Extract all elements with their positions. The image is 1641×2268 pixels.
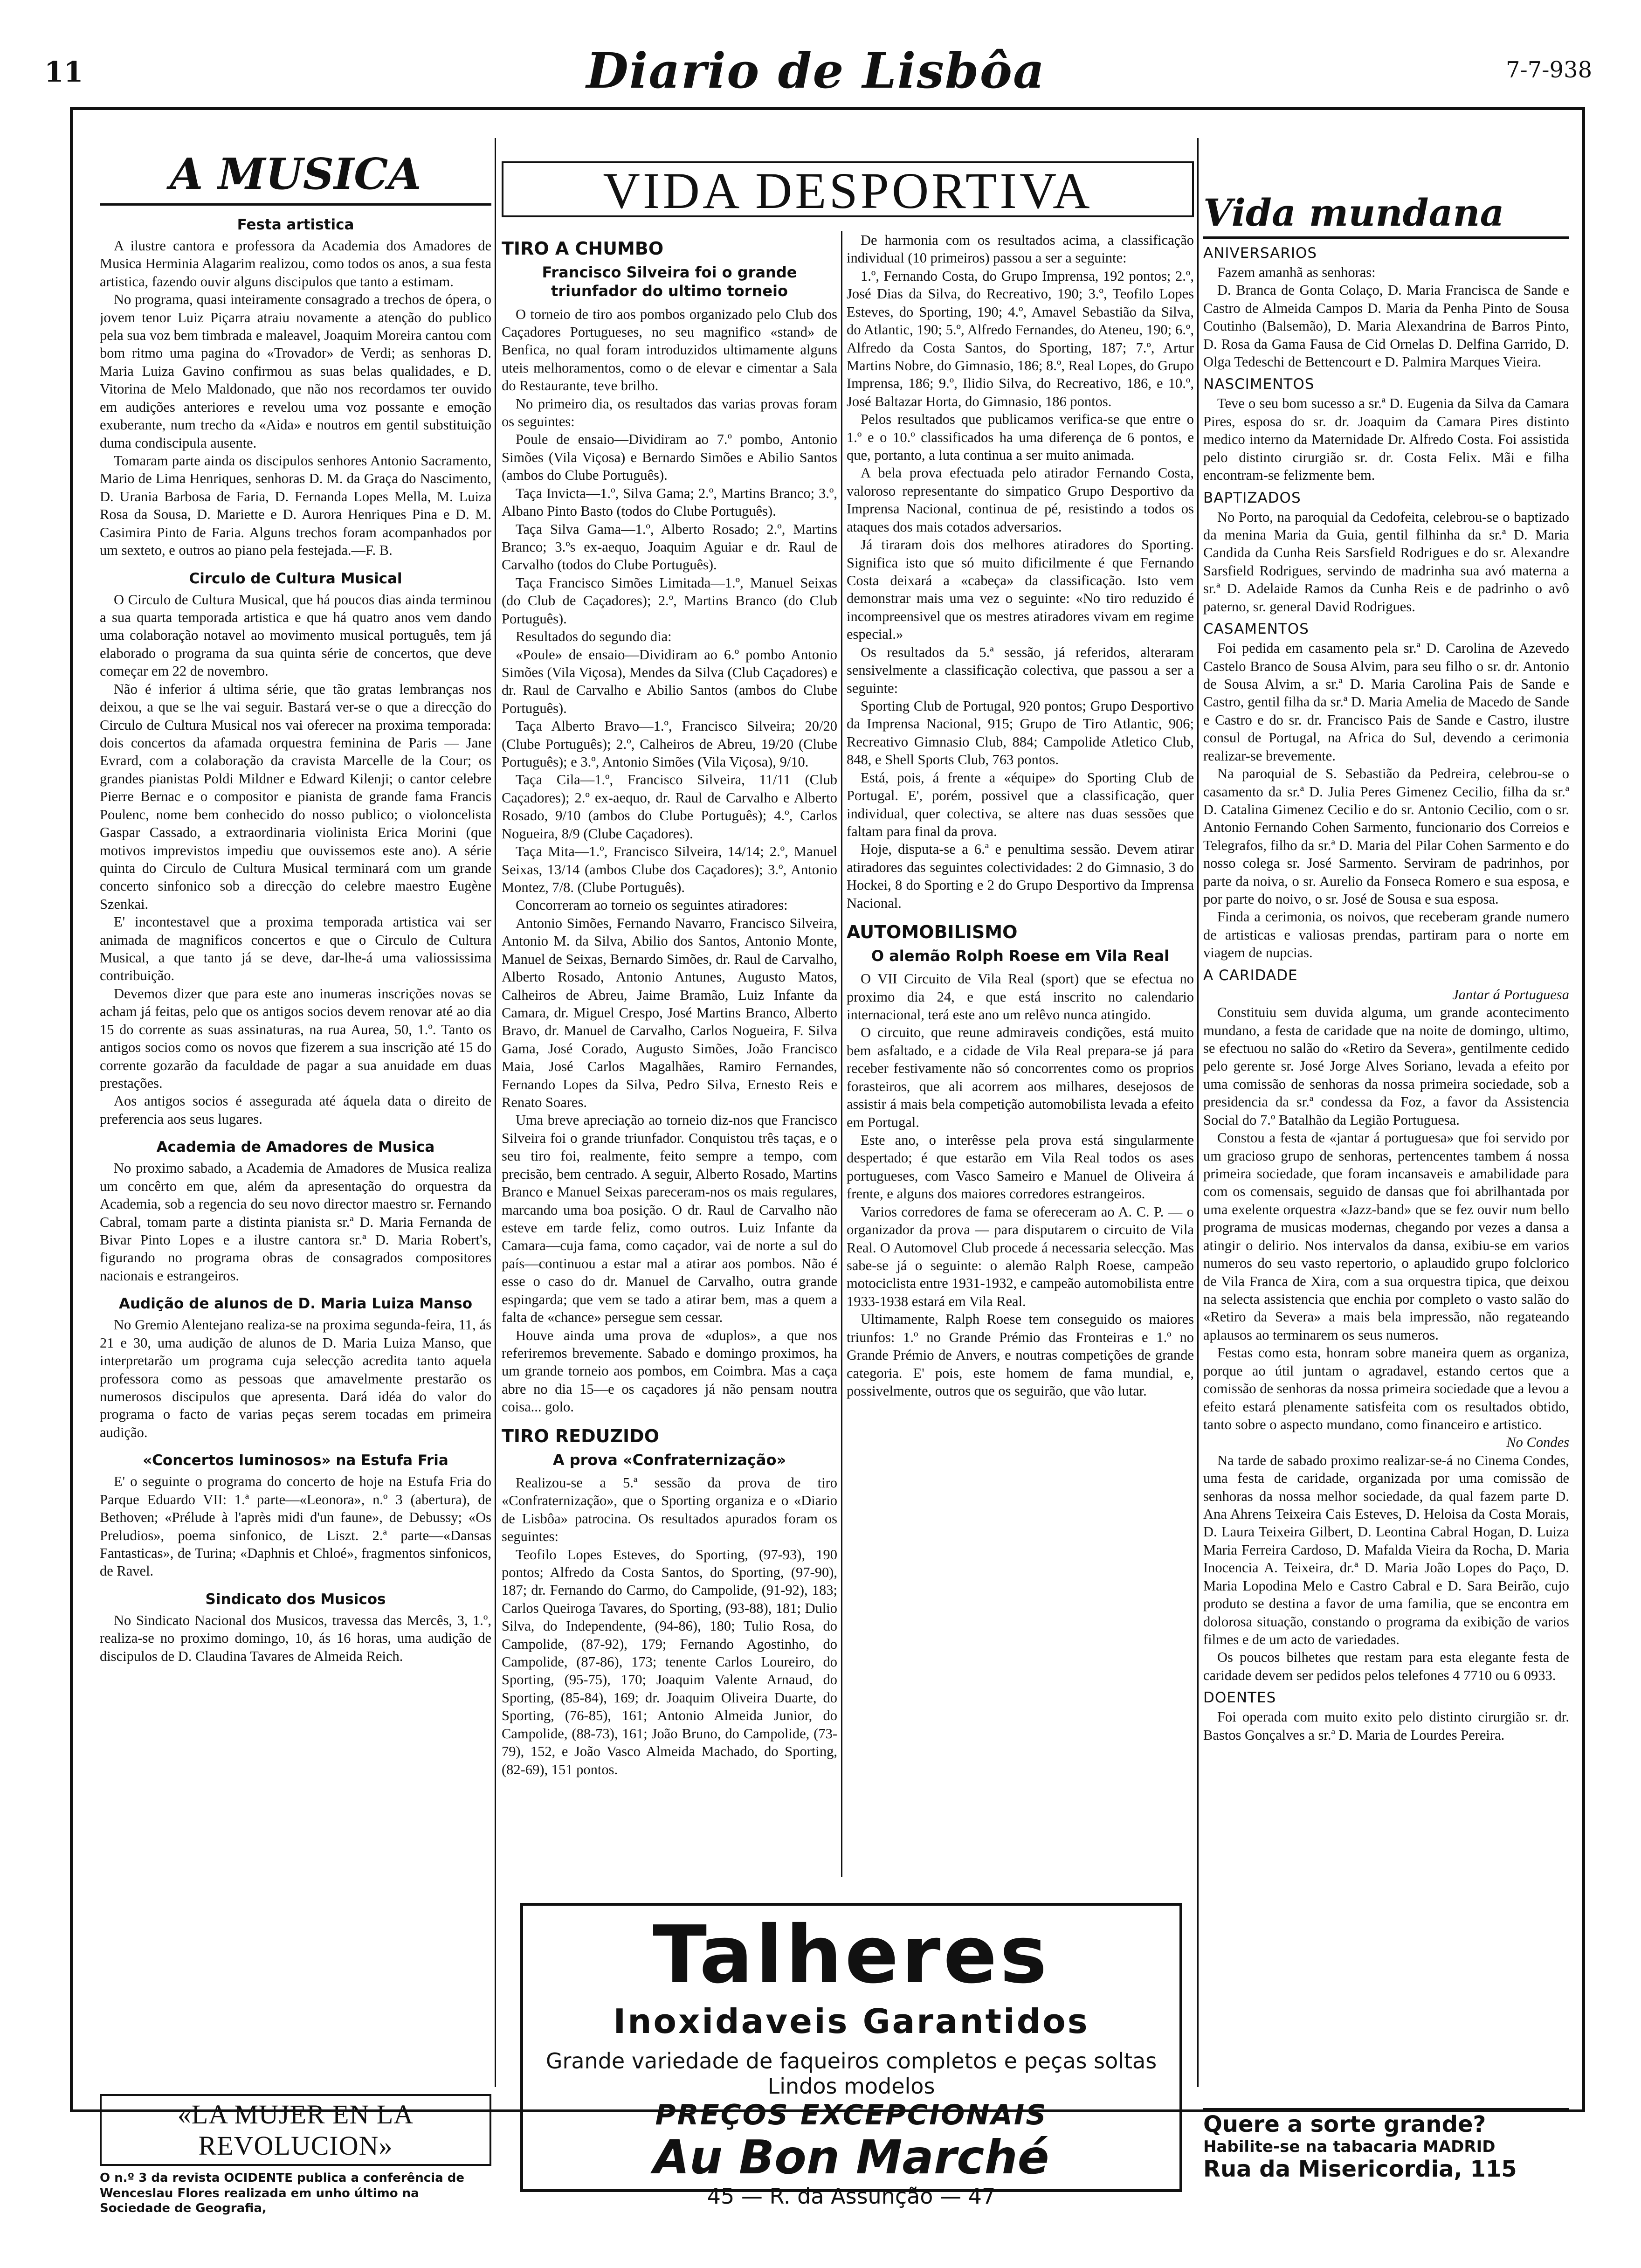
paragraph: D. Branca de Gonta Colaço, D. Maria Francisca de Sande e Castro de Almeida Campos D. Maria da Penha Pinto de Sousa Coutinho (Balsemão), D. Maria Alexandrina de Barros Pinto, D. Rosa da Gama Fausa de Cid Ornelas D. Delfina Garrido, D. Olga Tedeschi de Bettencourt e D. Palmira Marques Vieira. (1203, 282, 1569, 370)
paragraph: Antonio Simões, Fernando Navarro, Francisco Silveira, Antonio M. da Silva, Abilio dos Santos, Antonio Monte, Manuel de Seixas, Bernardo Simões, dr. Raul de Carvalho, Alberto Rosado, Antonio Antunes, Augusto Matos, Calheiros de Abreu, Jaime Bramão, Luiz Infante da Camara, dr. Miguel Crespo, José Martins Branco, Alberto Bravo, dr. Manuel de Carvalho, Carlos Nogueira, F. Silva Gama, José Corado, Augusto Simões, João Francisco Maia, José Carlos Magalhães, Ramiro Fernandes, Fernando Lopes da Silva, Pedro Silva, Ernesto Reis e Renato Soares. (502, 915, 837, 1111)
desportiva-title: VIDA DESPORTIVA (502, 161, 1194, 217)
column-rule (495, 138, 496, 2087)
sorte-question: Quere a sorte grande? (1203, 2108, 1569, 2137)
musica-section-heading: Academia de Amadores de Musica (156, 1139, 435, 1156)
paragraph: Aos antigos socios é assegurada até áquela data o direito de preferencia aos seus lugares. (100, 1093, 491, 1127)
paragraph: O torneio de tiro aos pombos organizado pelo Club dos Caçadores Portugueses, no seu magnifico «stand» de Benfica, no qual foram introduzidos ultimamente alguns uteis melhoramentos, como o de elevar e cimentar a Sala do Restaurante, teve brilho. (502, 306, 837, 394)
paragraph: Taça Cila—1.º, Francisco Silveira, 11/11 (Club Caçadores); 2.º ex-aequo, dr. Raul de Carvalho e Alberto Rosado, 9/10 (ambos do Clube Português); 4.º, Carlos Nogueira, 8/9 (Clube Caçadores). (502, 772, 837, 842)
paragraph: De harmonia com os resultados acima, a classificação individual (10 primeiros) passou a ser a seguinte: (847, 232, 1194, 266)
paragraph: Na tarde de sabado proximo realizar-se-á no Cinema Condes, uma festa de caridade, organizada por uma comissão de senhoras da nossa melhor sociedade, da qual fazem parte D. Ana Ahrens Teixeira Cais Esteves, D. Heloisa da Costa Morais, D. Laura Teixeira Gilbert, D. Leontina Cabral Hogan, D. Luiza Maria Ferreira Cardoso, D. Mafalda Vieira da Rocha, D. Maria Inocencia A. Teixeira, dr.ª D. Maria João Lopes do Paço, D. Maria Lopodina Melo e Castro Cabral e D. Sara Beirão, cujo produto se destina a favor de uma familia, que se encontra em dolorosa situação, constando o programa da exibição de varios filmes e de um acto de variedades. (1203, 1452, 1569, 1647)
paragraph: Constou a festa de «jantar á portuguesa» que foi servido por um gracioso grupo de senhoras, pertencentes tambem á nossa primeira sociedade, que foram incansaveis e amabilidade para com os comensais, seguido de dansas que foi abrilhantada por uma exelente orquestra «Jazz-band» que se fez ouvir num bello programa de musicas modernas, chegando por vezes a dansa a atingir o delirio. Nos intervalos da dansa, exibiu-se em varios numeros do seu vasto repertorio, o aplaudido grupo folclorico de Vila Franca de Xira, com a sua orquestra tipica, que deixou na selecta assistencia que enchia por completo o vasto salão do «Retiro da Severa» a mais bela impressão, não regateando aplausos ao terminarem os seus numeros. (1203, 1130, 1569, 1343)
advert-prices: PREÇOS EXCEPCIONAIS (655, 2099, 1048, 2131)
advert-store: Au Bon Marché (653, 2130, 1049, 2185)
musica-sections (100, 216, 491, 1665)
mundana-section-heading: CASAMENTOS (1203, 621, 1309, 638)
paragraph: E' o seguinte o programa do concerto de hoje na Estufa Fria do Parque Eduardo VII: 1.ª parte—«Leonora», n.º 3 (abertura), de Bethoven; «Prélude à l'après midi d'un faune», de Debussy; «Os Preludios», poema sinfonico, de Liszt. 2.ª parte—«Dansas Fantasticas», de Turina; «Daphnis et Chloé», fragmentos sinfonicos, de Ravel. (100, 1473, 491, 1579)
paragraph: Os poucos bilhetes que restam para esta elegante festa de caridade devem ser pedidos pelos telefones 4 7710 ou 6 0933. (1203, 1649, 1569, 1683)
paragraph: O VII Circuito de Vila Real (sport) que se efectua no proximo dia 24, e que está inscrito no calendario internacional, terá este ano um relêvo nunca atingido. (847, 971, 1194, 1023)
mujer-body: O n.º 3 da revista OCIDENTE publica a conferência de Wenceslau Flores realizada em unho último na Sociedade de Geografia, (100, 2171, 464, 2215)
paragraph: Não é inferior á ultima série, que tão gratas lembranças nos deixou, a que se lhe vai seguir. Bastará ver-se o que a direcção do Circulo de Cultura Musical nos vai oferecer na proxima temporada: dois concertos da afamada orquestra feminina de Paris — Jane Evrard, com a colaboração da cravista Marcelle de la Cour; os grandes pianistas Poldi Mildner e Edward Kilenji; o cantor celebre Pierre Bernac e o compositor e pianista de grande fama Francis Poulenc, nome bem conhecido do nosso publico; o violoncelista Gaspar Cassado, a extraordinaria violinista Erica Morini (que motivos imprevistos impediu que ouvissemos este ano). A série quinta do Circulo de Cultura Musical terminará com um grande concerto sinfonico sob a direcção do celebre maestro Eugène Szenkai. (100, 681, 491, 912)
musica-section-heading: «Concertos luminosos» na Estufa Fria (143, 1452, 448, 1469)
musica-column (100, 147, 491, 2078)
mundana-sections (1203, 244, 1569, 1744)
mundana-section-heading: NASCIMENTOS (1203, 376, 1315, 393)
mundana-section-heading: DOENTES (1203, 1689, 1276, 1707)
mundana-subheading: No Condes (1506, 1434, 1569, 1451)
paragraph: Teve o seu bom sucesso a sr.ª D. Eugenia da Silva da Camara Pires, esposa do sr. dr. Joaquim da Camara Pires distinto medico interno da Maternidade Dr. Alfredo Costa. Foi assistida pelo distinto cirurgião sr. dr. Costa Felix. Mãi e filha encontram-se felizmente bem. (1203, 395, 1569, 484)
tiro-reduzido-heading: TIRO REDUZIDO (502, 1425, 660, 1446)
automobilismo-subhead: O alemão Rolph Roese em Vila Real (871, 947, 1170, 965)
paragraph: Varios corredores de fama se ofereceram ao A. C. P. — o organizador da prova — para disputarem o circuito de Vila Real. O Automovel Club procede á necessaria selecção. Mas sabe-se já o seguinte: o alemão Ralph Roese, campeão motociclista entre 1931-1932, e campeão automobilista entre 1933-1938 estará em Vila Real. (847, 1203, 1194, 1309)
advert-variety: Grande variedade de faqueiros completos e peças soltas (545, 2048, 1157, 2074)
paragraph: No proximo sabado, a Academia de Amadores de Musica realiza um concêrto em que, além da apresentação do orquestra da Academia, sob a regencia do seu novo director maestro sr. Fernando Cabral, tomam parte a distinta pianista sr.ª D. Maria Fernanda de Bivar Pinto Lopes e a ilustre cantora sr.ª D. Maria Robert's, figurando no programa obras de consagrados compositores nacionais e estrangeiros. (100, 1160, 491, 1284)
musica-section-heading: Circulo de Cultura Musical (189, 570, 402, 587)
paragraph: Sporting Club de Portugal, 920 pontos; Grupo Desportivo da Imprensa Nacional, 915; Grupo de Tiro Atlantic, 906; Recreativo Gimnasio Club, 884; Campolide Atletico Club, 848, e Shell Sports Club, 763 pontos. (847, 698, 1194, 768)
sorte-notice (1203, 2108, 1569, 2182)
paragraph: Na paroquial de S. Sebastião da Pedreira, celebrou-se o casamento da sr.ª D. Julia Peres Gimenez Cecilio, filha da sr.ª D. Catalina Gimenez Cecilio e do sr. Antonio Cecilio, com o sr. Antonio Fernando Cohen Sarmento, funcionario dos Correios e Telegrafos, filho da sr.ª D. Maria del Pilar Cohen Sarmento e do nosso colega sr. José Sarmento. Serviram de padrinhos, por parte da noiva, o sr. Aurelio da Fonseca Romero e sua esposa, e por parte do noivo, o sr. José de Sousa e sua esposa. (1203, 766, 1569, 907)
automobilismo-text (847, 970, 1194, 1400)
mujer-notice (100, 2094, 491, 2216)
paragraph: A ilustre cantora e professora da Academia dos Amadores de Musica Herminia Alagarim realizou, como todos os anos, a sua festa artistica, fazendo ouvir alguns discipulos que tanto a estimam. (100, 237, 491, 290)
automobilismo-heading: AUTOMOBILISMO (847, 922, 1018, 943)
desportiva-column-left (502, 231, 837, 1877)
paragraph: No programa, quasi inteiramente consagrado a trechos de ópera, o jovem tenor Luiz Piçarra atraiu novamente a atenção do publico pela sua voz bem timbrada e maleavel, Joaquim Moreira cantou com bom ritmo uma pagina do «Trovador» de Verdi; as senhoras D. Maria Luiza Gavino confirmou as suas belas qualidades, e D. Vitorina de Melo Maldonado, que não nos recordamos ter ouvido em audições anteriores e revelou uma voz possante e emoção exuberante, num trecho da «Aida» e noutros em gentil substituição duma condiscipula ausente. (100, 291, 491, 451)
talheres-advert (520, 1903, 1182, 2209)
paragraph: E' incontestavel que a proxima temporada artistica vai ser animada de magnificos concertos e que o Circulo de Cultura Musical, a que tanto já se deve, dar-lhe-á uma valiossissima contribuição. (100, 914, 491, 984)
paragraph: Resultados do segundo dia: (516, 629, 672, 645)
paragraph: Foi pedida em casamento pela sr.ª D. Carolina de Azevedo Castelo Branco de Sousa Alvim, para seu filho o sr. dr. Antonio de Sousa Alvim, a sr.ª D. Maria Carolina Pais de Sande e Castro, gentil filha da sr.ª D. Maria Amelia de Macedo de Sande e Castro e do sr. dr. Francisco Pais de Sande e Castro, ilustre consul de Portugal, na Africa do Sul, devendo a cerimonia realizar-se brevemente. (1203, 640, 1569, 764)
desportiva-column-right (847, 231, 1194, 1877)
paragraph: Está, pois, á frente a «équipe» do Sporting Club de Portugal. E', porém, possivel que a classificação, quer individual, quer colectiva, se altere nas duas sessões que faltam para final da prova. (847, 769, 1194, 839)
musica-title: A MUSICA (100, 147, 491, 206)
paragraph: Taça Francisco Simões Limitada—1.º, Manuel Seixas (do Club de Caçadores); 2.º, Martins Branco (do Club Português). (502, 574, 837, 627)
paragraph: No primeiro dia, os resultados das varias provas foram os seguintes: (502, 395, 837, 430)
tiro-reduzido-subhead: A prova «Confraternização» (552, 1451, 786, 1469)
paragraph: Fazem amanhã as senhoras: (1217, 264, 1376, 280)
advert-models: Lindos modelos (767, 2074, 935, 2099)
musica-section-heading: Festa artistica (237, 216, 354, 233)
paragraph: Ultimamente, Ralph Roese tem conseguido os maiores triunfos: 1.º no Grande Prémio das Fronteiras e 1.º no Grande Prémio de Anvers, e noutras competições de grande categoria. E' pois, este homem de fama mundial, e, possivelmente, outros que os seguirão, que vão lutar. (847, 1311, 1194, 1399)
mundana-section-heading: ANIVERSARIOS (1203, 244, 1317, 262)
issue-date: 7-7-938 (1506, 57, 1593, 83)
advert-subheadline: Inoxidaveis Garantidos (613, 2002, 1089, 2041)
paragraph: Concorreram ao torneio os seguintes atiradores: (516, 897, 788, 913)
paragraph: No Gremio Alentejano realiza-se na proxima segunda-feira, 11, ás 21 e 30, uma audição de alunos de D. Maria Luiza Manso, que interpretarão um programa cuja selecção acredita tanto aquela professora como as pessoas que amavelmente prestarão os numerosos discipulos que apresenta. Dará idéa do valor do programa o facto de varias peças serem tocadas em primeira audição. (100, 1317, 491, 1440)
mundana-title: Vida mundana (1203, 189, 1569, 239)
advert-address: 45 — R. da Assunção — 47 (707, 2184, 996, 2209)
paragraph: O Circulo de Cultura Musical, que há poucos dias ainda terminou a sua quarta temporada artistica e que há quatro anos vem dando uma colaboração notavel ao movimento musical português, tem já elaborado o programa da sua quinta série de concertos, que deve começar em 22 de novembro. (100, 591, 491, 679)
paragraph: Tomaram parte ainda os discipulos senhores Antonio Sacramento, Mario de Lima Henriques, senhoras D. M. da Graça do Nascimento, D. Urania Barbosa de Faria, D. Fernanda Lopes Mella, M. Luiza Rosa da Sousa, D. Mariette e D. Aurora Henriques Pina e D. M. Casimira Pinto de Faria. Alguns trechos foram acompanhados por um sexteto, e outros ao piano pela festejada.—F. B. (100, 453, 491, 559)
paragraph: Taça Mita—1.º, Francisco Silveira, 14/14; 2.º, Manuel Seixas, 13/14 (ambos Clube dos Caçadores); 3.º, Antonio Montez, 7/8. (Clube Português). (502, 844, 837, 895)
paragraph: «Poule» de ensaio—Dividiram ao 6.º pombo Antonio Simões (Vila Viçosa), Mendes da Silva (Club Caçadores) e dr. Raul de Carvalho e Abilio Santos (ambos do Clube Português). (502, 646, 837, 716)
tiro-reduzido-continued (847, 231, 1194, 912)
paragraph: Taça Invicta—1.º, Silva Gama; 2.º, Martins Branco; 3.º, Albano Pinto Basto (todos do Clube Português). (502, 485, 837, 519)
advert-headline: Talheres (653, 1909, 1050, 2001)
paragraph: Hoje, disputa-se a 6.ª e penultima sessão. Devem atirar atiradores das seguintes colectividades: 2 do Gimnasio, 3 do Hockei, 8 do Sporting e 2 do Grupo Desportivo da Imprensa Nacional. (847, 841, 1194, 911)
paragraph: Realizou-se a 5.ª sessão da prova de tiro «Confraternização», que o Sporting organiza e o «Diario de Lisbôa» patrocina. Os resultados apurados foram os seguintes: (502, 1474, 837, 1545)
musica-section-heading: Audição de alunos de D. Maria Luiza Manso (119, 1295, 472, 1313)
paragraph: Os resultados da 5.ª sessão, já referidos, alteraram sensivelmente a classificação colectiva, que passou a ser a seguinte: (847, 644, 1194, 696)
tiro-chumbo-heading: TIRO A CHUMBO (502, 238, 664, 259)
paragraph: Taça Alberto Bravo—1.º, Francisco Silveira; 20/20 (Clube Português); 2.º, Calheiros de Abreu, 19/20 (Clube Português); e 3.º, Antonio Simões (Vila Viçosa), 9/10. (502, 718, 837, 770)
paragraph: Pelos resultados que publicamos verifica-se que entre o 1.º e o 10.º classificados ha uma diferença de 6 pontos, e que, portanto, a luta continua a ser muito animada. (847, 411, 1194, 463)
tiro-chumbo-text (502, 305, 837, 1416)
paragraph: Houve ainda uma prova de «duplos», a que nos referiremos brevemente. Sabado e domingo proximos, ha um grande torneio aos pombos, em Coimbra. Mas a caça abre no dia 15—e os caçadores já não pensam noutra coisa... golo. (502, 1327, 837, 1415)
sorte-address: Rua da Misericordia, 115 (1203, 2156, 1517, 2182)
paragraph: No Porto, na paroquial da Cedofeita, celebrou-se o baptizado da menina Maria da Guia, gentil filhinha da sr.ª D. Maria Candida da Cunha Reis Sarsfield Rodrigues e do sr. Alexandre Sarsfield Rodrigues, servindo de madrinha sua avó materna a sr.ª D. Adelaide Ramos da Cunha Reis e de padrinho o avô paterno, sr. general David Rodrigues. (1203, 509, 1569, 615)
paragraph: O circuito, que reune admiraveis condições, está muito bem asfaltado, e a cidade de Vila Real prepara-se já para receber festivamente não só concorrentes como os proprios forasteiros, que ali acorrem aos milhares, desejosos de assistir á mais bela competição automobilista levada a efeito em Portugal. (847, 1024, 1194, 1130)
paragraph: Finda a cerimonia, os noivos, que receberam grande numero de artisticas e valiosas prendas, partiram para o norte em viagem de nupcias. (1203, 909, 1569, 961)
mundana-subheading: Jantar á Portuguesa (1452, 986, 1569, 1003)
paragraph: 1.º, Fernando Costa, do Grupo Imprensa, 192 pontos; 2.º, José Dias da Silva, do Recreativo, 190; 3.º, Teofilo Lopes Esteves, do Sporting, 190; 4.º, Amavel Sebastião da Silva, do Atlantic, 190; 5.º, Alfredo Fernandes, do Ateneu, 190; 6.º, Alfredo da Costa Santos, do Sporting, 187; 7.º, Artur Martins Nobre, do Gimnasio, 186; 8.º, Real Lopes, do Grupo Imprensa, 186; 9.º, Ilidio Silva, do Recreativo, 186, e 10.º, José Baltazar Horta, do Gimnasio, 186 pontos. (847, 268, 1194, 409)
paragraph: A bela prova efectuada pelo atirador Fernando Costa, valoroso representante do simpatico Grupo Desportivo da Imprensa Nacional, continua de pé, resistindo a todos os ataques dos mais cotados adversarios. (847, 465, 1194, 535)
paragraph: Constituiu sem duvida alguma, um grande acontecimento mundano, a festa de caridade que na noite de domingo, ultimo, se efectuou no salão do «Retiro da Severa», gentilmente cedido pelo gerente sr. José Jorge Alves Soriano, levada a efeito por uma comissão de senhoras da nossa primeira sociedade, sob a presidencia da sr.ª condessa da Foz, a favor da Assistencia Social do 7.º Batalhão da Legião Portuguesa. (1203, 1004, 1569, 1128)
musica-section-heading: Sindicato dos Musicos (205, 1590, 386, 1608)
tiro-reduzido-text (502, 1474, 837, 1778)
paragraph: Uma breve apreciação ao torneio diz-nos que Francisco Silveira foi o grande triunfador. Conquistou três taças, e o seu tiro foi, realmente, feito sempre a tempo, com precisão, bem centrado. A seguir, Alberto Rosado, Martins Branco e Manuel Seixas pareceram-nos os mais regulares, marcando uma boa posição. O dr. Raul de Carvalho não esteve em tarde feliz, como outros. Luiz Infante da Camara—cuja fama, como caçador, vai de norte a sul do país—continuou a estar mal a atirar aos pombos. Não é esse o caso do dr. Manuel de Carvalho, outra grande espingarda; que vem se tado a atirar bem, mas a quem a falta de «chance» perseguе sem cessar. (502, 1112, 837, 1326)
mundana-section-heading: BAPTIZADOS (1203, 489, 1301, 506)
sorte-tabacaria: Habilite-se na tabacaria MADRID (1203, 2137, 1496, 2156)
mujer-title: «LA MUJER EN LA REVOLUCION» (100, 2094, 491, 2166)
paragraph: Devemos dizer que para este ano inumeras inscrições novas se acham já feitas, pelo que os antigos socios devem renovar até ao dia 15 do corrente as suas assinaturas, na rua Aurea, 50, 1.º. Tanto os antigos socios como os novos que fizerem a sua inscrição até 15 do corrente gozarão da faculdade de pagar a sua anuidade em duas prestações. (100, 985, 491, 1091)
mundana-column (1203, 189, 1569, 2078)
page-number: 11 (44, 56, 83, 89)
paragraph: No Sindicato Nacional dos Musicos, travessa das Mercês, 3, 1.º, realiza-se no proximo domingo, 10, ás 16 horas, uma audição de discipulos de D. Claudina Tavares de Almeida Reich. (100, 1612, 491, 1664)
paragraph: Já tiraram dois dos melhores atiradores do Sporting. Significa isto que só muito dificilmente é que Fernando Costa deixará a «cabeça» da classificação. Isto vem demonstrar mais uma vez o seguinte: «No tiro reduzido é incompreensivel que os mestres atiradores vivam em regime especial.» (847, 537, 1194, 643)
paragraph: Taça Silva Gama—1.º, Alberto Rosado; 2.º, Martins Branco; 3.ºs ex-aequo, Joaquim Aguiar e dr. Raul de Carvalho (todos do Clube Português). (502, 521, 837, 573)
masthead: Diario de Lisbôa (586, 42, 1046, 99)
paragraph: Teofilo Lopes Esteves, do Sporting, (97-93), 190 pontos; Alfredo da Costa Santos, do Sporting, (97-90), 187; dr. Fernando do Carmo, do Campolide, (91-92), 183; Carlos Queiroga Tavares, do Sporting, (93-88), 181; Dulio Silva, do Independente, (94-86), 180; Tulio Rosa, do Campolide, (87-92), 179; Fernando Agostinho, do Campolide, (87-86), 173; tenente Carlos Loureiro, do Sporting, (95-75), 170; Joaquim Valente Arnaud, do Sporting, (85-84), 169; dr. Joaquim Oliveira Duarte, do Sporting, (76-85), 161; Antonio Almeida Junior, do Campolide, (88-73), 161; João Bruno, do Campolide, (73-79), 152, e João Vasco Almeida Machado, do Sporting, (82-69), 151 pontos. (502, 1546, 837, 1777)
paragraph: Foi operada com muito exito pelo distinto cirurgião sr. dr. Bastos Gonçalves a sr.ª D. Maria de Lourdes Pereira. (1203, 1709, 1569, 1743)
paragraph: Este ano, o interêsse pela prova está singularmente despertado; é que estarão em Vila Real todos os ases portugueses, com Vasco Sameiro e Manuel de Oliveira á frente, e alguns dos maiores corredores estrangeiros. (847, 1132, 1194, 1202)
paragraph: Poule de ensaio—Dividiram ao 7.º pombo, Antonio Simões (Vila Viçosa) e Bernardo Simões e Abilio Santos (ambos do Clube Português). (502, 431, 837, 484)
column-rule (841, 231, 842, 1877)
tiro-chumbo-subhead: Francisco Silveira foi o grande triunfador do ultimo torneio (542, 263, 797, 300)
mundana-section-heading: A CARIDADE (1203, 967, 1298, 984)
page-frame (70, 107, 1585, 2215)
column-rule (1197, 138, 1199, 2087)
paragraph: Festas como esta, honram sobre maneira quem as organiza, porque ao útil juntam o agradavel, estando certos que a comissão de senhoras da nossa primeira sociedade que a levou a efeito estará plenamente satisfeita com os resultados obtido, tanto sobre o aspecto mundano, como financeiro e artistico. (1203, 1345, 1569, 1432)
